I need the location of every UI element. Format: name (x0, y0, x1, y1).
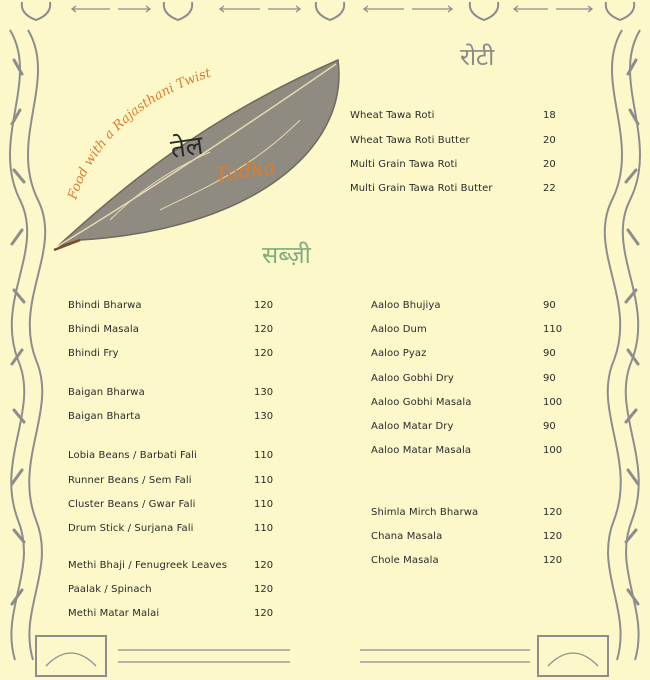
menu-item: Aaloo Pyaz (371, 348, 427, 359)
menu-price: 120 (254, 560, 274, 571)
menu-price: 110 (254, 475, 274, 486)
menu-price: 90 (543, 421, 556, 432)
menu-item: Bhindi Masala (68, 324, 139, 335)
menu-price: 130 (254, 387, 274, 398)
menu-item: Aaloo Matar Dry (371, 421, 454, 432)
menu-item: Baigan Bharwa (68, 387, 145, 398)
menu-price: 120 (543, 531, 563, 542)
menu-price: 110 (543, 324, 563, 335)
menu-price: 120 (254, 324, 274, 335)
menu-price: 110 (254, 523, 274, 534)
menu-price: 130 (254, 411, 274, 422)
sabzi-heading: सब्ज़ी (262, 241, 311, 269)
menu-price: 20 (543, 159, 556, 170)
menu-price: 100 (543, 397, 563, 408)
menu-item: Aaloo Gobhi Masala (371, 397, 472, 408)
leaf-logo (50, 40, 350, 260)
menu-item: Multi Grain Tawa Roti (350, 159, 458, 170)
menu-price: 18 (543, 110, 556, 121)
menu-price: 110 (254, 499, 274, 510)
menu-item: Drum Stick / Surjana Fali (68, 523, 194, 534)
menu-price: 120 (543, 507, 563, 518)
menu-price: 120 (543, 555, 563, 566)
menu-item: Wheat Tawa Roti (350, 110, 435, 121)
menu-item: Shimla Mirch Bharwa (371, 507, 479, 518)
menu-item: Paalak / Spinach (68, 584, 152, 595)
roti-heading: रोटी (460, 43, 495, 71)
menu-price: 120 (254, 300, 274, 311)
menu-item: Methi Matar Malai (68, 608, 160, 619)
menu-price: 100 (543, 445, 563, 456)
menu-item: Aaloo Gobhi Dry (371, 373, 454, 384)
menu-item: Bhindi Bharwa (68, 300, 142, 311)
menu-price: 120 (254, 348, 274, 359)
menu-price: 120 (254, 584, 274, 595)
menu-price: 22 (543, 183, 556, 194)
menu-item: Aaloo Dum (371, 324, 427, 335)
menu-item: Baigan Bharta (68, 411, 141, 422)
menu-item: Bhindi Fry (68, 348, 119, 359)
menu-item: Wheat Tawa Roti Butter (350, 135, 470, 146)
menu-item: Chana Masala (371, 531, 443, 542)
brand-name-english: Tadka (213, 154, 277, 187)
menu-item: Lobia Beans / Barbati Fali (68, 450, 197, 461)
menu-price: 120 (254, 608, 274, 619)
menu-price: 90 (543, 348, 556, 359)
menu-price: 110 (254, 450, 274, 461)
menu-item: Chole Masala (371, 555, 439, 566)
menu-price: 90 (543, 373, 556, 384)
brand-name-hindi: तेल (168, 130, 206, 165)
menu-item: Multi Grain Tawa Roti Butter (350, 183, 493, 194)
menu-item: Cluster Beans / Gwar Fali (68, 499, 196, 510)
menu-price: 20 (543, 135, 556, 146)
brand-tagline: Food with a Rajasthani Twist (65, 65, 213, 202)
menu-item: Aaloo Bhujiya (371, 300, 441, 311)
menu-item: Methi Bhaji / Fenugreek Leaves (68, 560, 228, 571)
menu-price: 90 (543, 300, 556, 311)
menu-item: Runner Beans / Sem Fali (68, 475, 192, 486)
menu-item: Aaloo Matar Masala (371, 445, 472, 456)
